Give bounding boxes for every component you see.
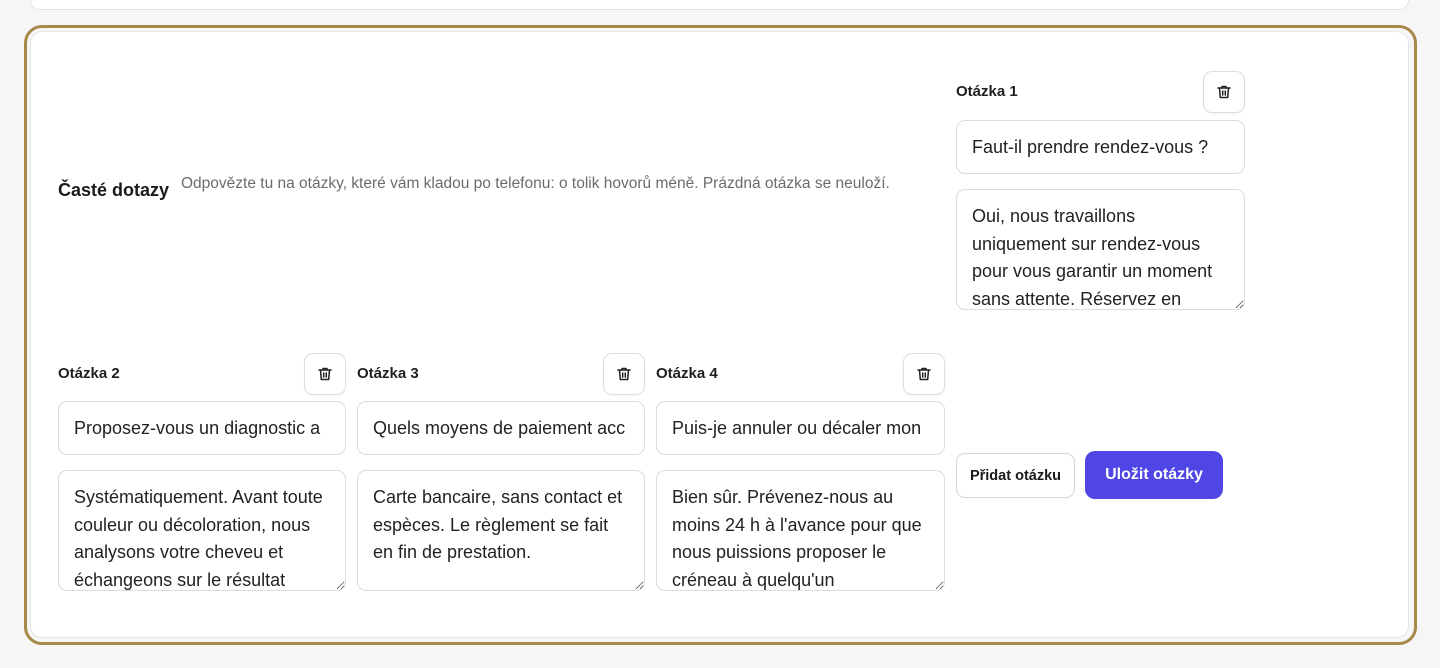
previous-card [30,0,1409,10]
question-input[interactable] [656,401,945,455]
delete-question-button[interactable] [903,353,945,395]
section-title: Časté dotazy [58,180,170,200]
trash-icon [616,366,632,382]
answer-textarea[interactable] [357,470,645,591]
question-label: Otázka 2 [58,365,120,382]
delete-question-button[interactable] [603,353,645,395]
question-label: Otázka 3 [357,365,419,382]
question-input[interactable] [956,120,1245,174]
save-questions-button[interactable]: Uložit otázky [1085,451,1223,499]
trash-icon [916,366,932,382]
trash-icon [317,366,333,382]
question-label: Otázka 1 [956,83,1018,100]
question-input[interactable] [357,401,645,455]
question-input[interactable] [58,401,346,455]
delete-question-button[interactable] [1203,71,1245,113]
delete-question-button[interactable] [304,353,346,395]
answer-textarea[interactable] [956,189,1245,310]
question-label: Otázka 4 [656,365,718,382]
trash-icon [1216,84,1232,100]
section-description: Odpovězte tu na otázky, které vám kladou po telefonu: o tolik hovorů méně. Prázdná otázka se neuloží. [181,175,890,192]
add-question-button[interactable]: Přidat otázku [956,453,1075,498]
answer-textarea[interactable] [656,470,945,591]
answer-textarea[interactable] [58,470,346,591]
